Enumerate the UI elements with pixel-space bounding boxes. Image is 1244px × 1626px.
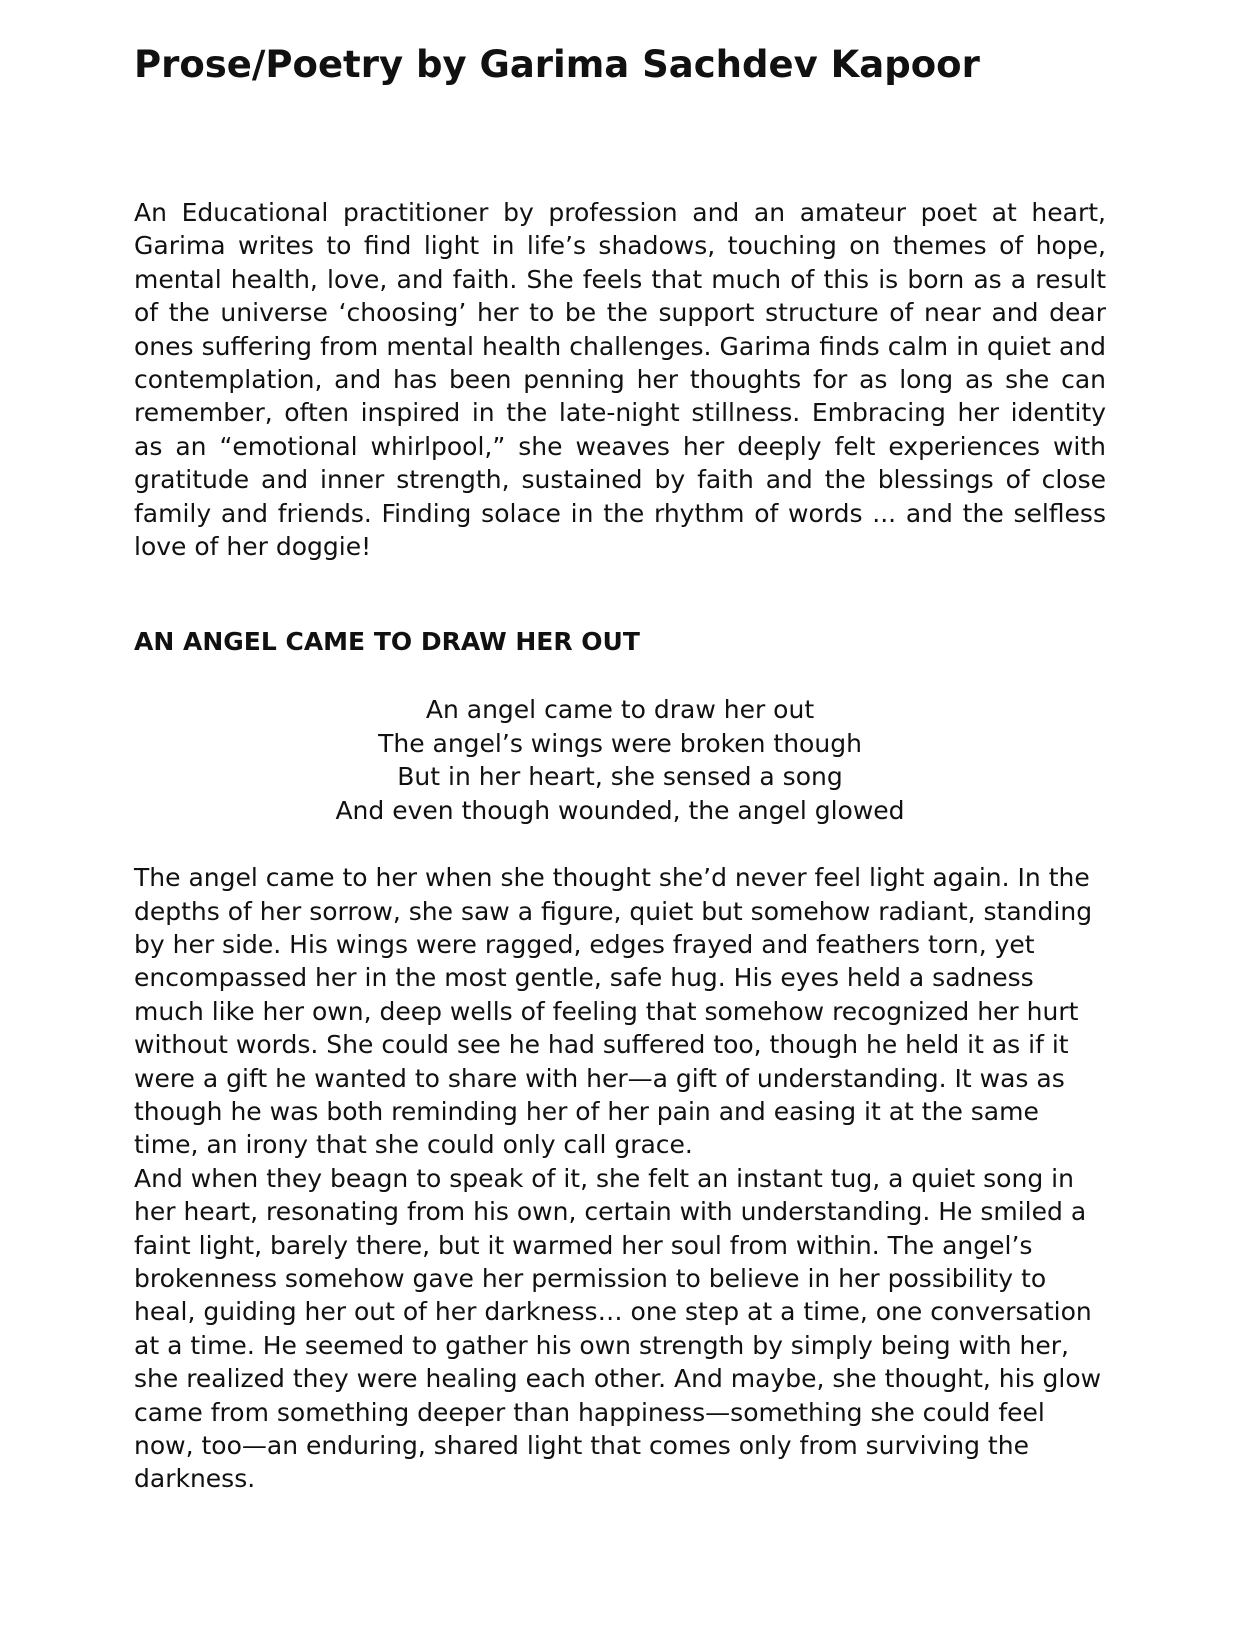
author-bio: An Educational practitioner by profession and an amateur poet at heart, Garima writes to find light in life’s shadows, touching on themes of hope, mental health, love, and faith. She feels that much of this is born as a result of the universe ‘choosing’ her to be the support structure of near and dear ones suffering from mental health challenges. Garima finds calm in quiet and contemplation, and has been penning her thoughts for as long as she can remember, often inspired in the late-night stillness. Embracing her identity as an “emotional whirlpool,” she weaves her deeply felt experiences with gratitude and inner strength, sustained by faith and the blessings of close family and friends. Finding solace in the rhythm of words ... and the selfless love of her doggie! [134,198,1106,562]
page-title: Prose/Poetry by Garima Sachdev Kapoor [134,43,980,86]
verse-line: An angel came to draw her out [425,695,815,725]
prose-paragraph: And when they beagn to speak of it, she felt an instant tug, a quiet song in her heart, resonating from his own, certain with understanding. He smiled a faint light, barely there, but it warmed her soul from within. The angel’s brokenness somehow gave her permission to believe in her possibility to heal, guiding her out of her darkness… one step at a time, one conversation at a time. He seemed to gather his own strength by simply being with her, she realized they were healing each other. And maybe, she thought, his glow came from something deeper than happiness—something she could feel now, too—an enduring, shared light that comes only from surviving the darkness. [134,1163,1102,1494]
poem-heading: AN ANGEL CAME TO DRAW HER OUT [134,627,640,657]
document-page [134,40,1106,1496]
verse-line: But in her heart, she sensed a song [397,762,843,792]
poem-prose [134,861,1106,1496]
verse-line: The angel’s wings were broken though [378,728,862,758]
verse-line: And even though wounded, the angel glowed [335,795,905,825]
poem-verse [134,693,1106,827]
prose-paragraph: The angel came to her when she thought she’d never feel light again. In the depths of her sorrow, she saw a figure, quiet but somehow radiant, standing by her side. His wings were ragged, edges frayed and feathers torn, yet encompassed her in the most gentle, safe hug. His eyes held a sadness much like her own, deep wells of feeling that somehow recognized her hurt without words. She could see he had suffered too, though he held it as if it were a gift he wanted to share with her—a gift of understanding. It was as though he was both reminding her of her pain and easing it at the same time, an irony that she could only call grace. [134,863,1093,1160]
